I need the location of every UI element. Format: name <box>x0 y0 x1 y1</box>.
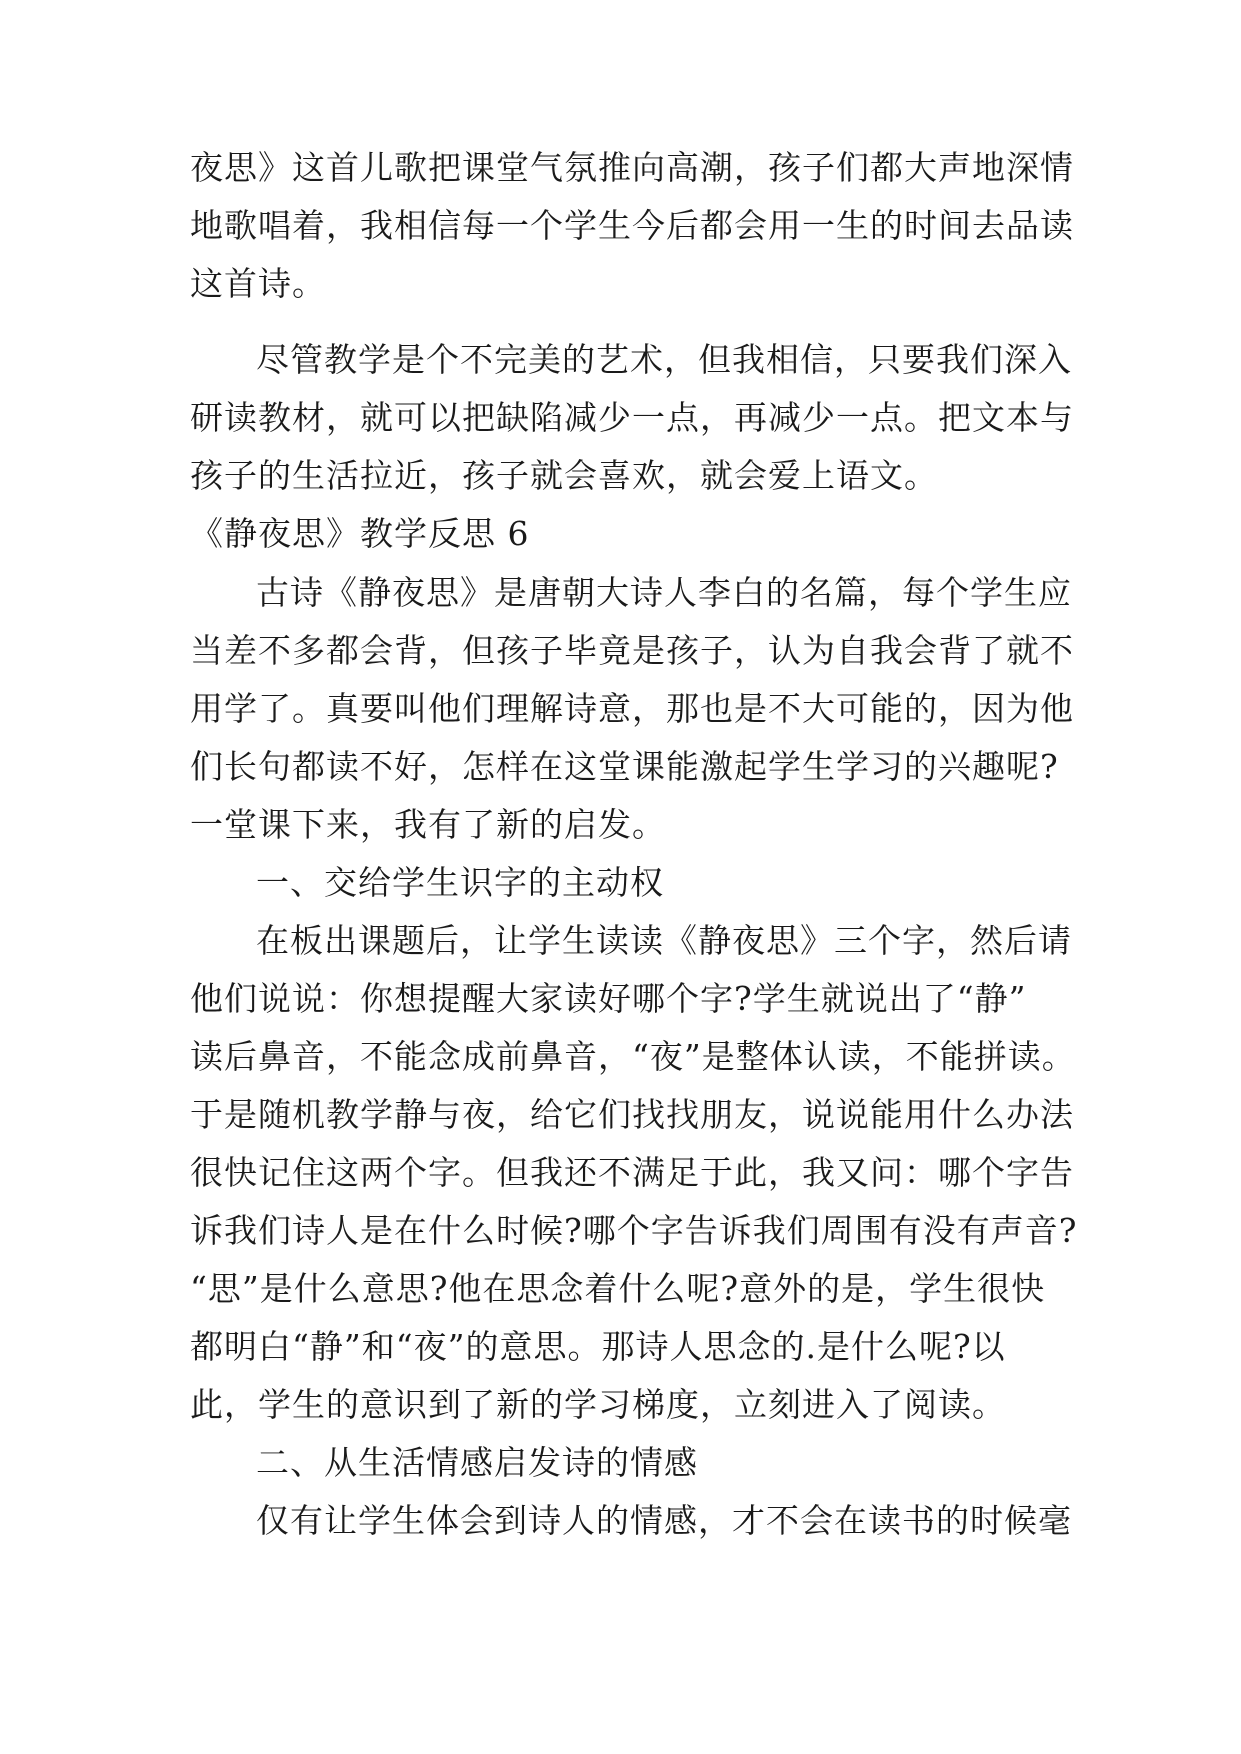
text-line: 他们说说：你想提醒大家读好哪个字?学生就说出了“静” <box>190 979 1027 1018</box>
text-line: 夜思》这首儿歌把课堂气氛推向高潮，孩子们都大声地深情 <box>190 148 1074 187</box>
text-line: 们长句都读不好，怎样在这堂课能激起学生学习的兴趣呢? <box>190 747 1059 786</box>
text-line: 这首诗。 <box>190 264 326 303</box>
text-line: 研读教材，就可以把缺陷减少一点，再减少一点。把文本与 <box>190 398 1074 437</box>
text-line: “思”是什么意思?他在思念着什么呢?意外的是，学生很快 <box>190 1269 1046 1308</box>
text-line: 古诗《静夜思》是唐朝大诗人李白的名篇，每个学生应 <box>256 573 1072 612</box>
text-line: 一堂课下来，我有了新的启发。 <box>190 805 666 844</box>
text-line: 仅有让学生体会到诗人的情感，才不会在读书的时候毫 <box>256 1501 1072 1540</box>
text-line: 尽管教学是个不完美的艺术，但我相信，只要我们深入 <box>256 340 1072 379</box>
text-line: 孩子的生活拉近，孩子就会喜欢，就会爱上语文。 <box>190 456 938 495</box>
subheading: 一、交给学生识字的主动权 <box>256 863 664 902</box>
text-line: 于是随机教学静与夜，给它们找找朋友，说说能用什么办法 <box>190 1095 1074 1134</box>
text-line: 都明白“静”和“夜”的意思。那诗人思念的.是什么呢?以 <box>190 1327 1006 1366</box>
text-line: 在板出课题后，让学生读读《静夜思》三个字，然后请 <box>256 921 1072 960</box>
section-heading: 《静夜思》教学反思 6 <box>190 514 530 553</box>
text-line: 用学了。真要叫他们理解诗意，那也是不大可能的，因为他 <box>190 689 1074 728</box>
text-line: 很快记住这两个字。但我还不满足于此，我又问：哪个字告 <box>190 1153 1074 1192</box>
subheading: 二、从生活情感启发诗的情感 <box>256 1443 698 1482</box>
text-line: 当差不多都会背，但孩子毕竟是孩子，认为自我会背了就不 <box>190 631 1074 670</box>
text-line: 诉我们诗人是在什么时候?哪个字告诉我们周围有没有声音? <box>190 1211 1078 1250</box>
text-line: 地歌唱着，我相信每一个学生今后都会用一生的时间去品读 <box>190 206 1074 245</box>
text-line: 读后鼻音，不能念成前鼻音，“夜”是整体认读，不能拼读。 <box>190 1037 1076 1076</box>
text-line: 此，学生的意识到了新的学习梯度，立刻进入了阅读。 <box>190 1385 1006 1424</box>
